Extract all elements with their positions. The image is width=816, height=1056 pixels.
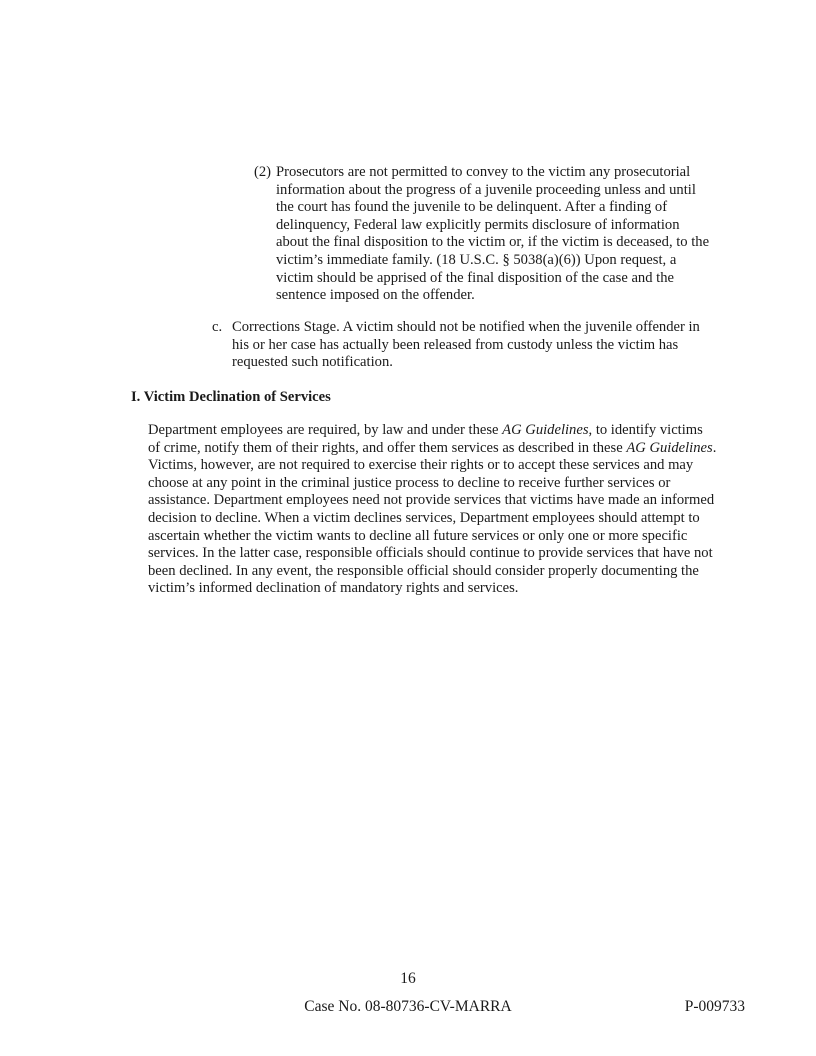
page-number: 16 — [400, 970, 416, 987]
list-item-text: Prosecutors are not permitted to convey to the victim any prosecutorial information about the progress of a juvenile proceeding unless and until the court has found the juvenile to be delinquent. After a finding of delinquency, Federal law explicitly permits disclosure of information about the final disposition to the victim or, if the victim is deceased, to the victim’s immediate family. (18 U.S.C. § 5038(a)(6)) Upon request, a victim should be apprised of the final disposition of the case and the sentence imposed on the offender. — [276, 164, 710, 304]
section-paragraph — [148, 422, 718, 598]
list-item-number: (2) — [254, 164, 272, 180]
list-item-2 — [254, 164, 712, 305]
ag-guidelines-title: AG Guidelines — [502, 422, 589, 438]
list-item-c — [212, 319, 717, 372]
paragraph-text: Department employees are required, by law and under these — [148, 422, 503, 438]
case-number: Case No. 08-80736-CV-MARRA — [304, 998, 512, 1015]
paragraph-text: , to identify victims of crime, notify them of their rights, and offer them services as described in these — [148, 422, 703, 456]
bates-number: P-009733 — [684, 998, 745, 1015]
section-heading: I. Victim Declination of Services — [131, 389, 331, 405]
list-item-letter: c. — [212, 319, 223, 335]
ag-guidelines-title: AG Guidelines — [626, 439, 713, 456]
paragraph-text: . Victims, however, are not required to exercise their rights or to accept these services and may choose at any point in the criminal justice process to decline to receive further services or assistance. Department employees need not provide services that victims have made an informed decision to decline. When a victim declines services, Department employees should attempt to ascertain whether the victim wants to decline all future services or only one or more specific services. In the latter case, responsible officials should continue to provide services that have not been declined. In any event, the responsible official should consider properly documenting the victim’s informed declination of mandatory rights and services. — [148, 439, 717, 597]
list-item-text: Corrections Stage. A victim should not be notified when the juvenile offender in his or her case has actually been released from custody unless the victim has requested such notification. — [232, 319, 700, 371]
